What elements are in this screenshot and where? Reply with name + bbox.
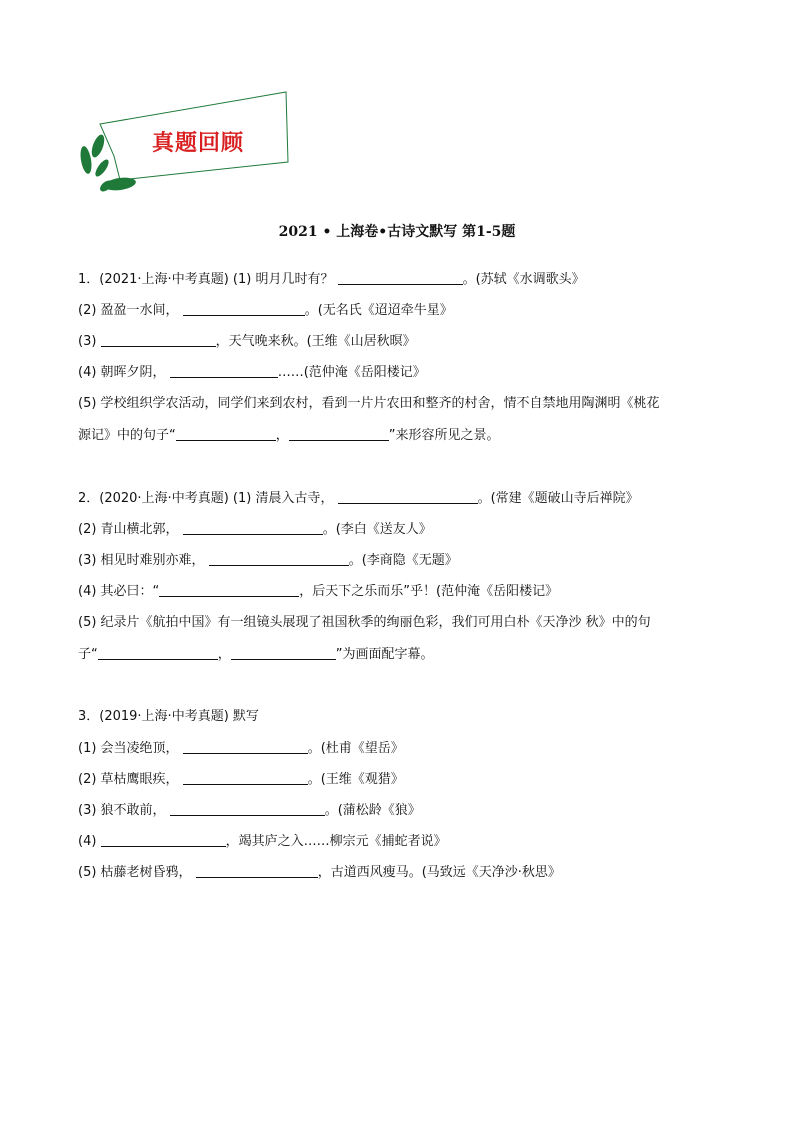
q2-item5-pre: (5) 纪录片《航拍中国》有一组镜头展现了祖国秋季的绚丽色彩，我们可用白朴《天净沙 秋》中的句 [78, 615, 651, 630]
q1-item5-mid: ， [275, 428, 289, 443]
q1-item5-cont: 源记》中的句子“ [78, 428, 176, 443]
q1-line-5 [78, 395, 660, 413]
q1-line-3 [78, 332, 416, 351]
q1-item1-post: 。(苏轼《水调歌头》 [462, 272, 585, 287]
q2-item5-mid: ， [217, 647, 231, 662]
q3-item3-blank[interactable] [170, 801, 325, 816]
document-title: 2021 • 上海卷•古诗文默写 第1-5题 [278, 224, 516, 240]
q2-item5-blank-a[interactable] [98, 645, 218, 660]
q2-line-2 [78, 520, 432, 539]
q3-line-1 [78, 708, 259, 726]
q2-item4-pre: (4) 其必曰：“ [78, 584, 160, 599]
q1-item5-blank-a[interactable] [176, 426, 276, 441]
q3-item1-pre: (1) 会当凌绝顶， [78, 741, 179, 756]
q2-item3-pre: (3) 相见时难别亦难， [78, 553, 205, 568]
q3-line-4 [78, 801, 421, 820]
q1-line-1 [78, 270, 585, 289]
q1-item5-post: ”来形容所见之景。 [388, 428, 500, 443]
q3-item2-pre: (2) 草枯鹰眼疾， [78, 772, 179, 787]
q3-item4-pre: (4) [78, 834, 97, 849]
q3-line-6 [78, 863, 561, 882]
q3-head: 3．(2019·上海·中考真题) 默写 [78, 709, 259, 724]
q2-item5-cont: 子“ [78, 647, 98, 662]
q2-item5-post: ”为画面配字幕。 [335, 647, 434, 662]
q3-item5-pre: (5) 枯藤老树昏鸦， [78, 865, 192, 880]
q2-item1-pre: (1) 清晨入古寺， [232, 491, 334, 506]
banner-title: 真题回顾 [152, 130, 245, 156]
q2-item2-pre: (2) 青山横北郭， [78, 522, 179, 537]
q1-item1-pre: (1) 明月几时有？ [232, 272, 334, 287]
q3-item3-pre: (3) 狼不敢前， [78, 803, 166, 818]
q2-item3-post: 。(李商隐《无题》 [348, 553, 458, 568]
section-banner [74, 88, 290, 198]
q1-item4-pre: (4) 朝晖夕阴， [78, 365, 166, 380]
q1-item4-post: ……(范仲淹《岳阳楼记》 [277, 365, 426, 380]
q3-line-3 [78, 770, 404, 789]
q3-line-5 [78, 832, 447, 851]
q1-line-6 [78, 426, 500, 445]
q1-line-2 [78, 301, 453, 320]
q2-line-1 [78, 489, 639, 508]
q1-item2-post: 。(无名氏《迢迢牵牛星》 [304, 303, 453, 318]
q3-item1-blank[interactable] [183, 739, 308, 754]
q1-item5-blank-b[interactable] [289, 426, 389, 441]
q1-item3-pre: (3) [78, 334, 97, 349]
q2-item2-blank[interactable] [183, 520, 323, 535]
q3-item4-post: ，竭其庐之入……柳宗元《捕蛇者说》 [225, 834, 447, 849]
q2-line-3 [78, 551, 458, 570]
q3-item5-post: ，古道西风瘦马。(马致远《天净沙·秋思》 [317, 865, 561, 880]
q1-item2-blank[interactable] [183, 301, 305, 316]
q2-item3-blank[interactable] [209, 551, 349, 566]
q3-line-2 [78, 739, 404, 758]
q1-head: 1．(2021·上海·中考真题) [78, 272, 229, 287]
q2-line-5 [78, 614, 651, 632]
q3-item4-blank[interactable] [101, 832, 226, 847]
q2-item1-post: 。(常建《题破山寺后禅院》 [477, 491, 639, 506]
q1-item4-blank[interactable] [170, 363, 278, 378]
q1-item3-blank[interactable] [101, 332, 216, 347]
q3-item2-post: 。(王维《观猎》 [307, 772, 404, 787]
q2-item5-blank-b[interactable] [231, 645, 336, 660]
q1-item5-pre: (5) 学校组织学农活动，同学们来到农村，看到一片片农田和整齐的村舍，情不自禁地用陶渊明《桃花 [78, 396, 660, 411]
q1-item1-blank[interactable] [338, 270, 463, 285]
q3-item2-blank[interactable] [183, 770, 308, 785]
q2-item4-post: ，后天下之乐而乐”乎！(范仲淹《岳阳楼记》 [299, 584, 559, 599]
q1-item3-post: ，天气晚来秋。(王维《山居秋暝》 [215, 334, 416, 349]
q2-item1-blank[interactable] [338, 489, 478, 504]
q3-item1-post: 。(杜甫《望岳》 [307, 741, 404, 756]
q3-item5-blank[interactable] [196, 863, 318, 878]
q3-item3-post: 。(蒲松龄《狼》 [324, 803, 421, 818]
q2-line-6 [78, 645, 434, 664]
q2-head: 2．(2020·上海·中考真题) [78, 491, 229, 506]
q2-item2-post: 。(李白《送友人》 [322, 522, 432, 537]
q2-line-4 [78, 582, 558, 601]
q2-item4-blank[interactable] [159, 582, 299, 597]
q1-line-4 [78, 363, 426, 382]
q1-item2-pre: (2) 盈盈一水间， [78, 303, 179, 318]
